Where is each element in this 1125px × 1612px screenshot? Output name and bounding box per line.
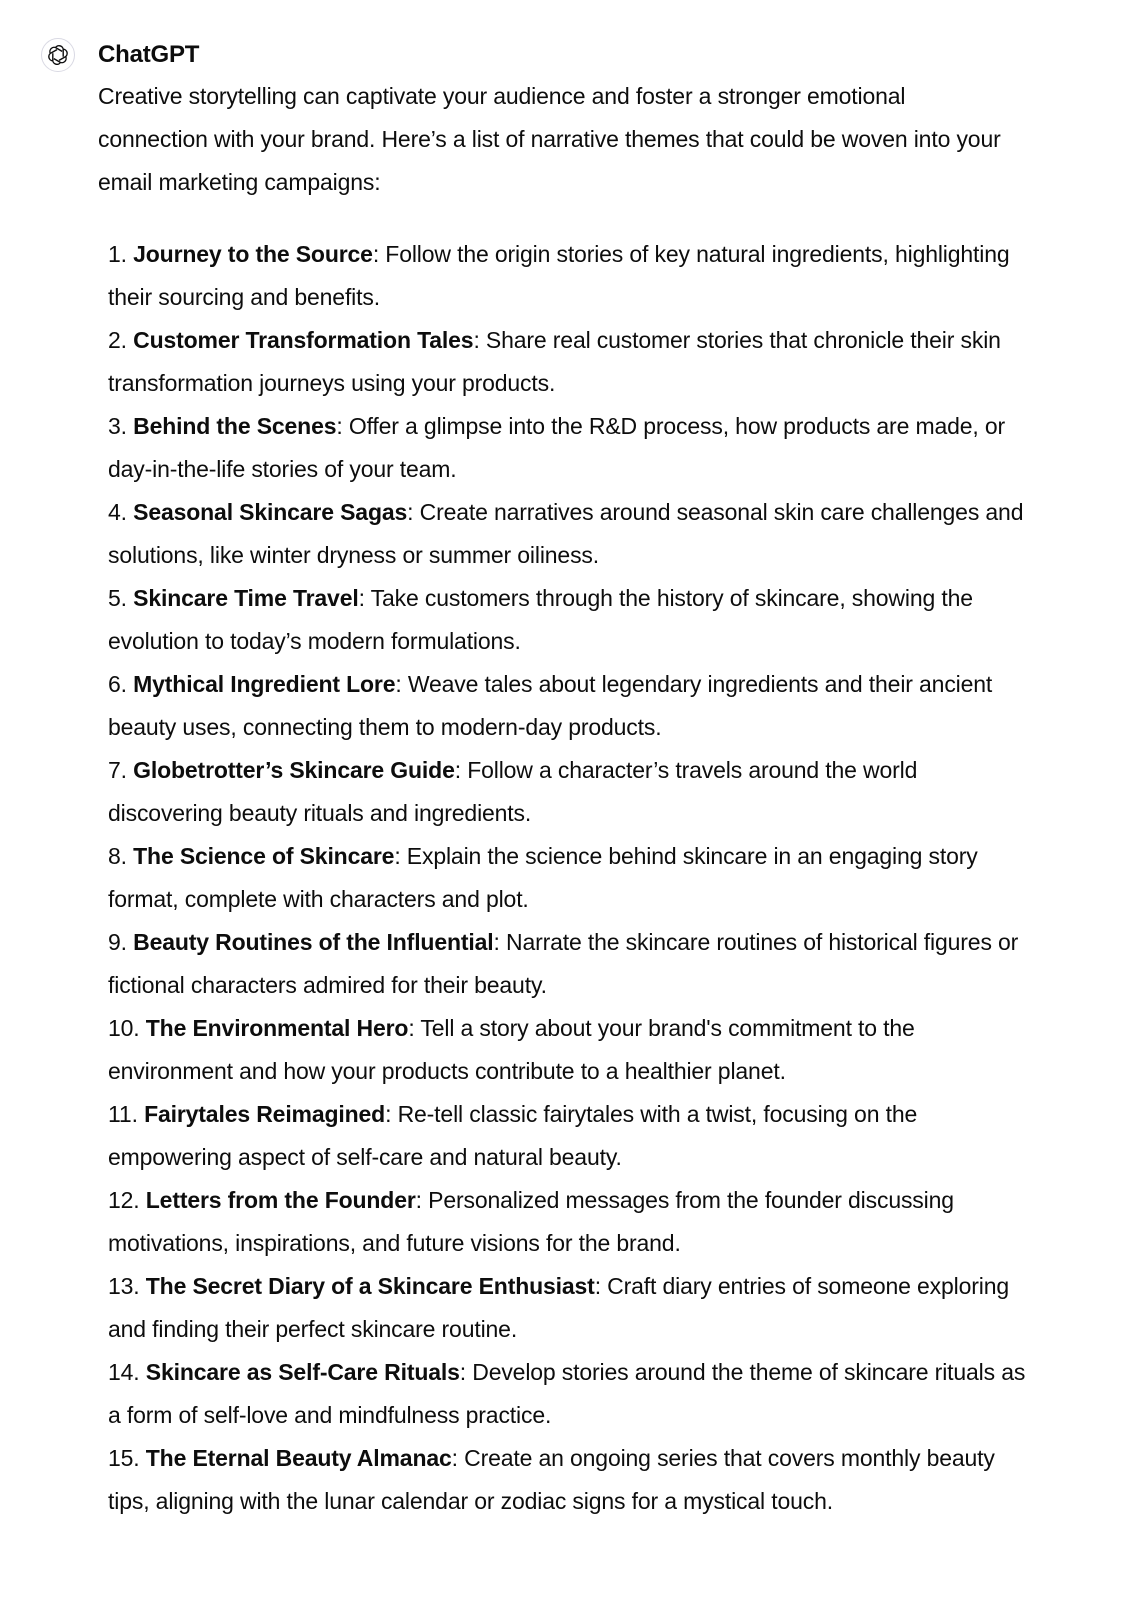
list-item-description: : Narrate the skincare routines of historical figures or fictional characters admired for their beauty. — [108, 929, 1019, 998]
list-item — [108, 1437, 1028, 1523]
list-item-description: : Explain the science behind skincare in an engaging story format, complete with characters and plot. — [108, 843, 978, 912]
list-item-title: Skincare as Self-Care Rituals — [145, 1359, 460, 1385]
list-item-title: Letters from the Founder — [145, 1187, 416, 1213]
list-item-title: Seasonal Skincare Sagas — [133, 499, 408, 525]
list-item-description: : Create an ongoing series that covers monthly beauty tips, aligning with the lunar calendar or zodiac signs for a mystical touch. — [108, 1445, 995, 1514]
list-item — [108, 1351, 1028, 1437]
list-item-title: Globetrotter’s Skincare Guide — [133, 757, 455, 783]
list-item-title: The Eternal Beauty Almanac — [145, 1445, 452, 1471]
list-item-description: : Create narratives around seasonal skin care challenges and solutions, like winter dryness or summer oiliness. — [108, 499, 1024, 568]
list-item-title: Mythical Ingredient Lore — [133, 671, 396, 697]
list-item-title: Beauty Routines of the Influential — [133, 929, 494, 955]
list-item-number: 6. — [108, 671, 127, 697]
list-item-description: : Weave tales about legendary ingredients and their ancient beauty uses, connecting them to modern-day products. — [108, 671, 993, 740]
narrative-theme-list — [108, 233, 1028, 1523]
list-item — [108, 1007, 1028, 1093]
list-item — [108, 1179, 1028, 1265]
list-item — [108, 835, 1028, 921]
list-item-number: 13. — [108, 1273, 140, 1299]
list-item-number: 2. — [108, 327, 127, 353]
list-item-description: : Personalized messages from the founder discussing motivations, inspirations, and future visions for the brand. — [108, 1187, 954, 1256]
list-item — [108, 577, 1028, 663]
openai-logo-icon — [46, 43, 70, 67]
list-item — [108, 749, 1028, 835]
list-item-number: 8. — [108, 843, 127, 869]
list-item-title: Skincare Time Travel — [133, 585, 359, 611]
list-item-description: : Re-tell classic fairytales with a twist, focusing on the empowering aspect of self-care and natural beauty. — [108, 1101, 918, 1170]
list-item-number: 12. — [108, 1187, 140, 1213]
list-item — [108, 1265, 1028, 1351]
message-intro: Creative storytelling can captivate your audience and foster a stronger emotional connection with your brand. Here’s a list of narrative themes that could be woven into your email marketing campaigns: — [98, 83, 1001, 195]
list-item-description: : Follow the origin stories of key natural ingredients, highlighting their sourcing and benefits. — [108, 241, 1010, 310]
list-item-number: 9. — [108, 929, 127, 955]
list-item-title: Journey to the Source — [133, 241, 373, 267]
list-item — [108, 663, 1028, 749]
list-item-number: 5. — [108, 585, 127, 611]
list-item-description: : Take customers through the history of skincare, showing the evolution to today’s modern formulations. — [108, 585, 973, 654]
message-author: ChatGPT — [98, 41, 200, 68]
list-item-number: 7. — [108, 757, 127, 783]
list-item-title: Fairytales Reimagined — [144, 1101, 386, 1127]
list-item-title: The Environmental Hero — [145, 1015, 409, 1041]
list-item-description: : Develop stories around the theme of skincare rituals as a form of self-love and mindfulness practice. — [108, 1359, 1026, 1428]
list-item — [108, 233, 1028, 319]
list-item-description: : Craft diary entries of someone exploring and finding their perfect skincare routine. — [108, 1273, 1009, 1342]
list-item — [108, 921, 1028, 1007]
list-item-title: The Science of Skincare — [133, 843, 395, 869]
list-item-title: Behind the Scenes — [133, 413, 337, 439]
list-item — [108, 405, 1028, 491]
list-item-description: : Follow a character’s travels around the world discovering beauty rituals and ingredients. — [108, 757, 918, 826]
list-item — [108, 1093, 1028, 1179]
list-item-number: 3. — [108, 413, 127, 439]
list-item-number: 11. — [108, 1101, 138, 1127]
list-item-number: 4. — [108, 499, 127, 525]
list-item-description: : Tell a story about your brand's commitment to the environment and how your products contribute to a healthier planet. — [108, 1015, 915, 1084]
list-item — [108, 491, 1028, 577]
list-item — [108, 319, 1028, 405]
list-item-number: 14. — [108, 1359, 140, 1385]
list-item-description: : Share real customer stories that chronicle their skin transformation journeys using your products. — [108, 327, 1001, 396]
list-item-number: 10. — [108, 1015, 140, 1041]
list-item-number: 15. — [108, 1445, 140, 1471]
list-item-title: The Secret Diary of a Skincare Enthusiast — [145, 1273, 595, 1299]
list-item-title: Customer Transformation Tales — [133, 327, 474, 353]
assistant-avatar — [41, 38, 75, 72]
list-item-description: : Offer a glimpse into the R&D process, how products are made, or day-in-the-life stories of your team. — [108, 413, 1006, 482]
list-item-number: 1. — [108, 241, 127, 267]
